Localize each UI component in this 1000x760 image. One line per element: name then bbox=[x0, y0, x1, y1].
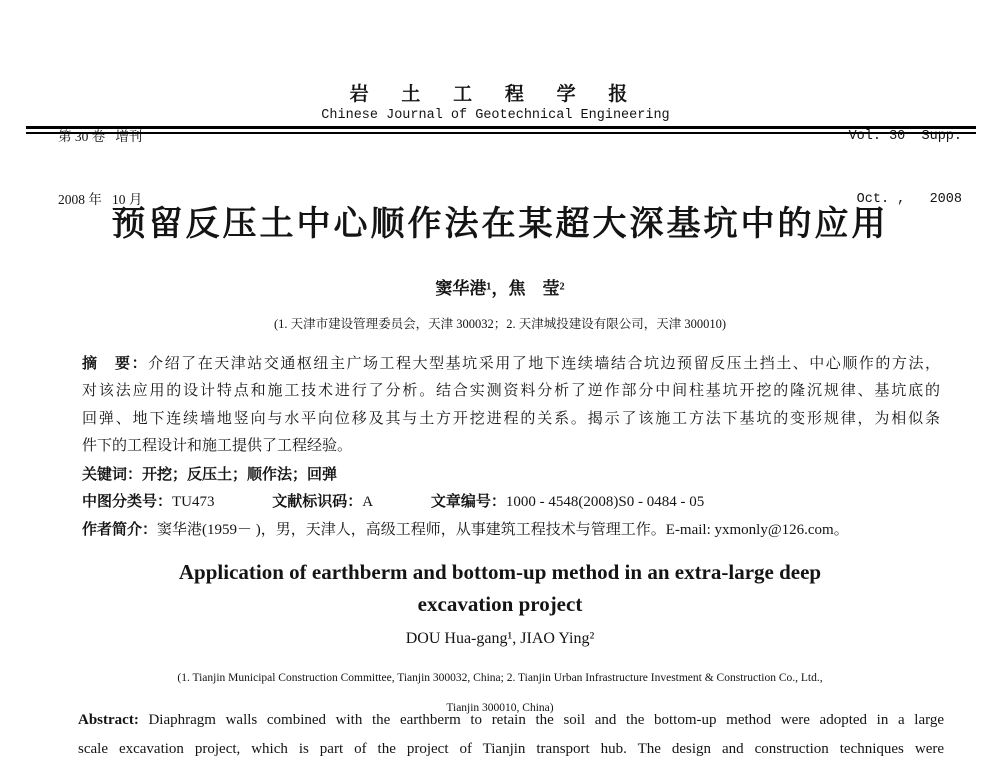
abstract-cn-line-2: 对该法应用的设计特点和施工技术进行了分析。结合实测资料分析了逆作部分中间柱基坑开挖的隆沉规律、基坑底的 bbox=[82, 383, 940, 400]
abstract-en-line-2: scale excavation project, which is part of the project of Tianjin transport hub. The design and construction techniques were bbox=[78, 740, 944, 757]
journal-title-cn: 岩 土 工 程 学 报 bbox=[349, 84, 642, 105]
author-bio-label: 作者简介： bbox=[82, 521, 158, 539]
abstract-en-text-1: Diaphragm walls combined with the earthberm to retain the soil and the bottom-up method were adopted in a large bbox=[148, 712, 944, 728]
doc-code-label: 文献标识码： bbox=[272, 493, 363, 511]
abstract-cn-line-3: 回弹、地下连续墙地竖向与水平向位移及其与土方开挖进程的关系。揭示了该施工方法下基坑的变形规律，为相似条 bbox=[82, 410, 940, 427]
affiliations-cn: (1. 天津市建设管理委员会，天津 300032；2. 天津城投建设有限公司，天津 300010) bbox=[273, 317, 727, 331]
volume-line: 第 30 卷 增刊 bbox=[58, 129, 143, 144]
article-id-item bbox=[431, 494, 704, 510]
header-double-rule bbox=[26, 126, 976, 134]
abstract-en-line-1 bbox=[78, 706, 944, 735]
abstract-cn-line-1 bbox=[82, 350, 940, 378]
paper-title-cn: 预留反压土中心顺作法在某超大深基坑中的应用 bbox=[111, 205, 889, 243]
authors-cn: 窦华港¹，焦 莹² bbox=[435, 279, 565, 298]
date-line-en: Oct. , 2008 bbox=[856, 192, 962, 207]
affiliations-en-line-2: Tianjin 300010, China) bbox=[446, 702, 554, 714]
paper-title-en bbox=[0, 556, 1000, 620]
abstract-cn-text-1: 介绍了在天津站交通枢纽主广场工程大型基坑采用了地下连续墙结合坑边预留反压土挡土、中心顺作的方法， bbox=[148, 356, 940, 372]
keywords-text: 开挖；反压土；顺作法；回弹 bbox=[142, 465, 338, 483]
clc-label: 中图分类号： bbox=[82, 493, 173, 511]
abstract-en bbox=[78, 706, 944, 760]
doc-code-value: A bbox=[362, 494, 374, 511]
abstract-label-cn: 摘 要： bbox=[82, 355, 149, 372]
journal-title-block bbox=[142, 84, 848, 126]
paper-title-en-line-1: Application of earthberm and bottom-up method in an extra-large deep bbox=[178, 560, 822, 584]
authors-en: DOU Hua-gang¹, JIAO Ying² bbox=[405, 630, 595, 647]
article-id-value: 1000 - 4548(2008)S0 - 0484 - 05 bbox=[505, 494, 705, 511]
clc-item bbox=[82, 494, 215, 510]
abstract-cn-line-4: 件下的工程设计和施工提供了工程经验。 bbox=[82, 438, 353, 455]
author-bio-line bbox=[82, 516, 940, 544]
keywords-label: 关键词： bbox=[82, 465, 143, 483]
abstract-cn bbox=[82, 350, 940, 545]
date-line-cn: 2008 年 10 月 bbox=[58, 192, 143, 207]
meta-line bbox=[82, 488, 940, 516]
abstract-label-en: Abstract: bbox=[78, 712, 139, 728]
journal-title-en: Chinese Journal of Geotechnical Engineering bbox=[321, 108, 670, 123]
article-id-label: 文章编号： bbox=[430, 493, 506, 511]
doc-code-item bbox=[272, 494, 373, 510]
author-bio-text: 窦华港(1959－ )，男，天津人，高级工程师，从事建筑工程技术与管理工作。E-mail: yxmonly@126.com。 bbox=[157, 522, 849, 539]
keywords-line bbox=[82, 461, 940, 488]
clc-value: TU473 bbox=[172, 494, 215, 511]
volume-line-en: Vol. 30 Supp. bbox=[848, 129, 962, 144]
paper-title-en-line-2: excavation project bbox=[417, 592, 583, 616]
affiliations-en-line-1: (1. Tianjin Municipal Construction Committee, Tianjin 300032, China; 2. Tianjin Urban Infrastructure Investment & Construction Co., Ltd., bbox=[177, 672, 823, 684]
